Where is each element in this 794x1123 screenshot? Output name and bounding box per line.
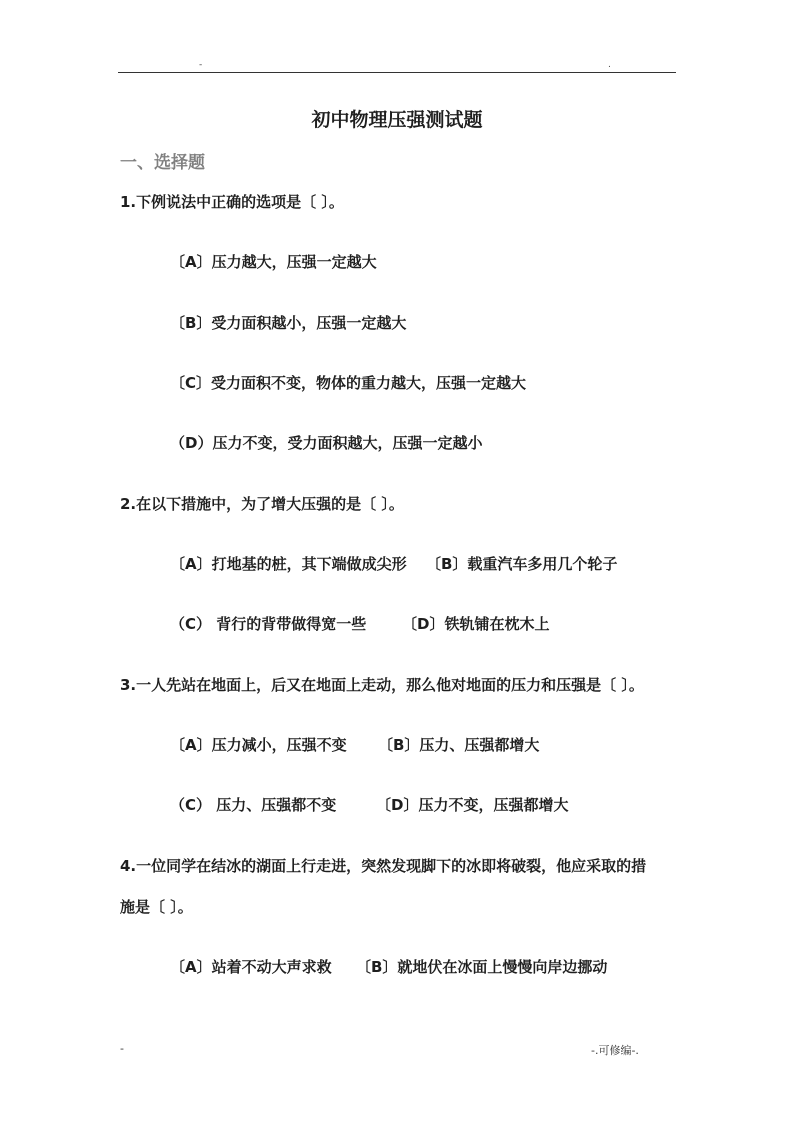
footer-right-text: -.可修编-. xyxy=(591,1044,639,1057)
question-3-option-d: 〔D〕压力不变，压强都增大 xyxy=(376,796,569,814)
question-3-option-b: 〔B〕压力、压强都增大 xyxy=(378,736,540,754)
question-4-option-b: 〔B〕就地伏在冰面上慢慢向岸边挪动 xyxy=(356,958,608,976)
question-1-option-a: 〔A〕压力越大，压强一定越大 xyxy=(170,253,377,271)
question-3-option-a: 〔A〕压力减小，压强不变 xyxy=(170,736,347,754)
question-2-option-b: 〔B〕载重汽车多用几个轮子 xyxy=(426,555,618,573)
question-2-option-a: 〔A〕打地基的桩，其下端做成尖形 xyxy=(170,555,407,573)
question-4-option-a: 〔A〕站着不动大声求救 xyxy=(170,958,332,976)
question-2-option-c: （C） 背行的背带做得宽一些 xyxy=(170,615,367,633)
section-heading: 一、选择题 xyxy=(120,153,205,173)
question-2-stem: 2.在以下措施中，为了增大压强的是〔 〕。 xyxy=(120,495,404,513)
question-3-option-c: （C） 压力、压强都不变 xyxy=(170,796,337,814)
question-1-option-c: 〔C〕受力面积不变，物体的重力越大，压强一定越大 xyxy=(170,374,527,392)
header-mark-left: - xyxy=(199,60,203,70)
question-4-stem-line-2: 施是〔 〕。 xyxy=(120,898,193,916)
question-1-stem: 1.下例说法中正确的选项是〔 〕。 xyxy=(120,193,344,211)
header-rule xyxy=(118,72,676,73)
question-4-stem-line-1: 4.一位同学在结冰的湖面上行走进，突然发现脚下的冰即将破裂，他应采取的措 xyxy=(120,857,647,875)
header-mark-right: . xyxy=(608,60,611,70)
page-title: 初中物理压强测试题 xyxy=(311,109,483,131)
question-3-stem: 3.一人先站在地面上，后又在地面上走动，那么他对地面的压力和压强是〔 〕。 xyxy=(120,676,644,694)
question-2-option-d: 〔D〕铁轨铺在枕木上 xyxy=(402,615,550,633)
footer-left-mark: - xyxy=(120,1042,124,1055)
question-1-option-b: 〔B〕受力面积越小，压强一定越大 xyxy=(170,314,407,332)
question-1-option-d: （D）压力不变，受力面积越大，压强一定越小 xyxy=(170,434,483,452)
